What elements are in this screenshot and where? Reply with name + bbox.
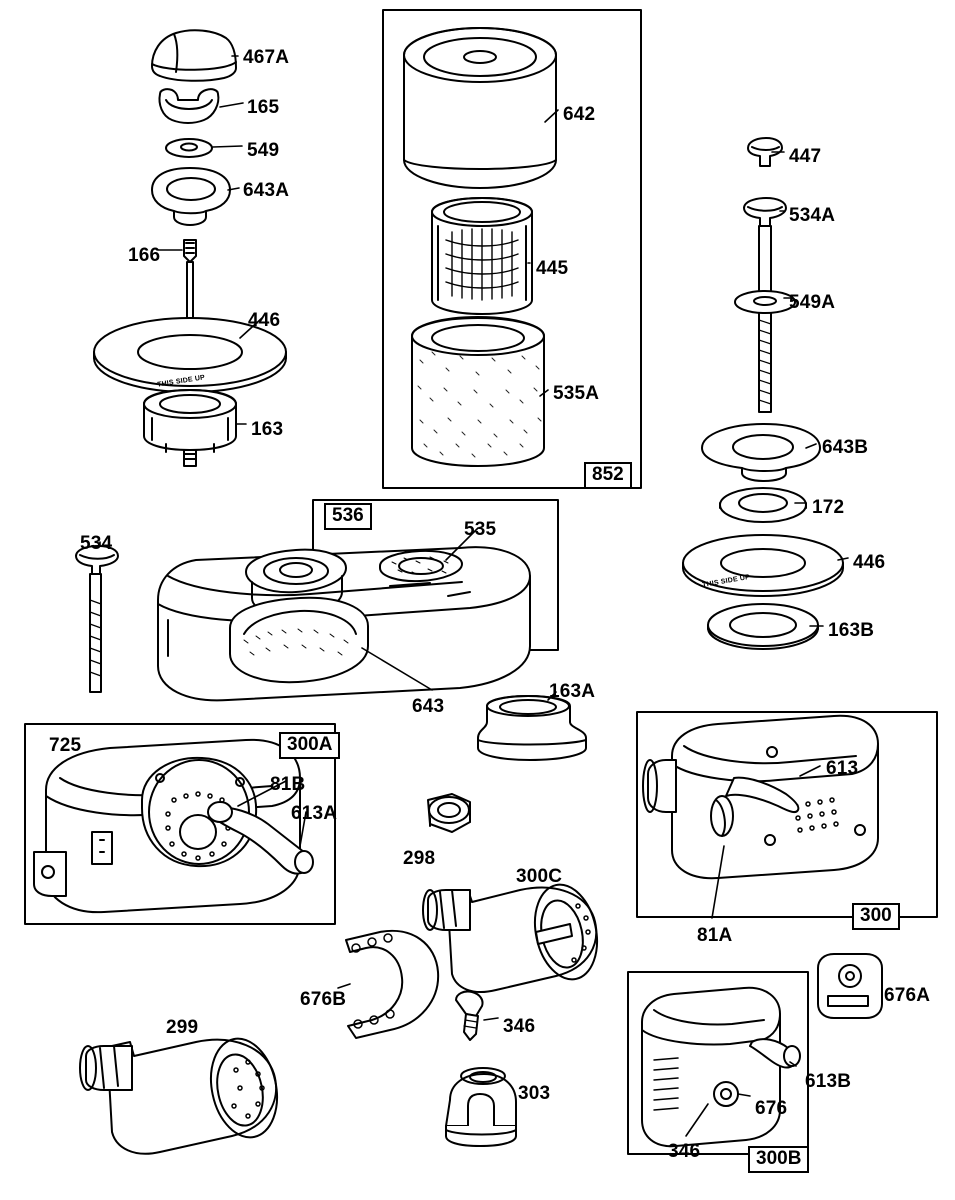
label-300A: 300A (279, 732, 340, 759)
label-447: 447 (789, 146, 822, 167)
part-163A (478, 696, 586, 760)
part-445 (432, 198, 532, 314)
part-346-screw (456, 991, 483, 1040)
part-467A (152, 30, 236, 81)
label-81B: 81B (270, 774, 306, 795)
part-643B (702, 424, 820, 481)
gasket-text-right: THIS SIDE UP (701, 573, 751, 590)
label-549A: 549A (789, 292, 836, 313)
label-300C: 300C (516, 866, 563, 887)
label-172: 172 (812, 497, 845, 518)
label-81A: 81A (697, 925, 733, 946)
label-298: 298 (403, 848, 436, 869)
label-613A: 613A (291, 803, 338, 824)
part-535A (412, 317, 544, 466)
part-676-muffler (642, 988, 800, 1146)
label-346-small: 346 (503, 1016, 536, 1037)
label-676: 676 (755, 1098, 788, 1119)
label-676B: 676B (300, 989, 347, 1010)
gasket-text-left: THIS SIDE UP (156, 374, 206, 389)
part-172 (720, 488, 806, 522)
label-534A: 534A (789, 205, 836, 226)
label-643: 643 (412, 696, 445, 717)
part-536-tank (158, 547, 530, 700)
label-534: 534 (80, 533, 113, 554)
part-165 (160, 89, 219, 123)
part-676A (818, 954, 882, 1018)
label-446-right: 446 (853, 552, 886, 573)
label-642: 642 (563, 104, 596, 125)
label-303: 303 (518, 1083, 551, 1104)
label-467A: 467A (243, 47, 290, 68)
part-300C (423, 879, 605, 992)
part-613-muffler (643, 716, 878, 878)
label-300: 300 (852, 903, 900, 930)
label-536: 536 (324, 503, 372, 530)
part-549A (735, 291, 795, 313)
label-725: 725 (49, 735, 82, 756)
label-676A: 676A (884, 985, 931, 1006)
label-166: 166 (128, 245, 161, 266)
label-163: 163 (251, 419, 284, 440)
part-298 (428, 794, 470, 832)
label-643A: 643A (243, 180, 290, 201)
label-446-left: 446 (248, 310, 281, 331)
label-346-group: 346 (668, 1141, 701, 1162)
part-299 (80, 1032, 286, 1153)
part-534 (76, 546, 118, 692)
label-163B: 163B (828, 620, 875, 641)
part-642 (404, 28, 556, 188)
part-549 (166, 139, 212, 157)
part-163 (144, 390, 236, 466)
label-300B: 300B (748, 1146, 809, 1173)
label-852: 852 (584, 462, 632, 489)
part-676B (346, 931, 438, 1038)
label-643B: 643B (822, 437, 869, 458)
label-445: 445 (536, 258, 569, 279)
label-549: 549 (247, 140, 280, 161)
label-535A: 535A (553, 383, 600, 404)
label-613B: 613B (805, 1071, 852, 1092)
part-725-muffler (34, 740, 313, 912)
label-163A: 163A (549, 681, 596, 702)
label-165: 165 (247, 97, 280, 118)
label-535: 535 (464, 519, 497, 540)
part-643A (152, 168, 230, 225)
part-163B (708, 604, 818, 649)
label-299: 299 (166, 1017, 199, 1038)
part-303 (446, 1068, 516, 1146)
label-613: 613 (826, 758, 859, 779)
